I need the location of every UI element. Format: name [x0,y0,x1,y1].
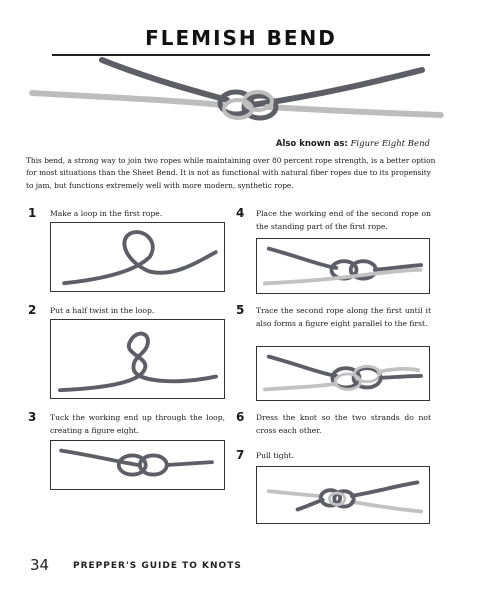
also-known-as-value: Figure Eight Bend [350,139,430,149]
step-number: 5 [236,303,245,317]
step-image [256,346,430,401]
step-number: 3 [28,410,37,424]
step-text: Make a loop in the first rope. [50,209,163,218]
step-image [256,466,430,524]
step-number: 1 [28,206,37,220]
also-known-as-label: Also known as: [275,139,348,149]
page-title: FLEMISH BEND [145,26,337,50]
step-text: Tuck the working end up through the loop, creating a figure eight. [50,413,225,435]
step-number: 6 [236,410,245,424]
step-text: Trace the second rope along the first until it also forms a figure eight parallel to the first. [256,306,431,328]
running-footer-title: PREPPER'S GUIDE TO KNOTS [73,561,242,571]
also-known-as [52,139,430,149]
step-number: 4 [236,206,245,220]
step-image [50,222,225,292]
step-text: Pull tight. [256,451,294,460]
step-text: Dress the knot so the two strands do not cross each other. [256,413,431,435]
step-image [50,319,225,399]
step-image [50,440,225,490]
hero-knot-photo [22,55,452,135]
intro-paragraph: This bend, a strong way to join two ropes while maintaining over 80 percent rope strength, is a better option for most situations than the Sheet Bend. It is not as functional with natural fiber ropes due to its propensity to jam, but functions extremely well with more modern, synthetic rope. [26,156,436,190]
step-number: 7 [236,448,245,462]
step-image [256,238,430,294]
step-text: Place the working end of the second rope on the standing part of the first rope. [256,209,431,231]
step-number: 2 [28,303,37,317]
page-number: 34 [30,556,50,574]
step-text: Put a half twist in the loop. [50,306,155,315]
